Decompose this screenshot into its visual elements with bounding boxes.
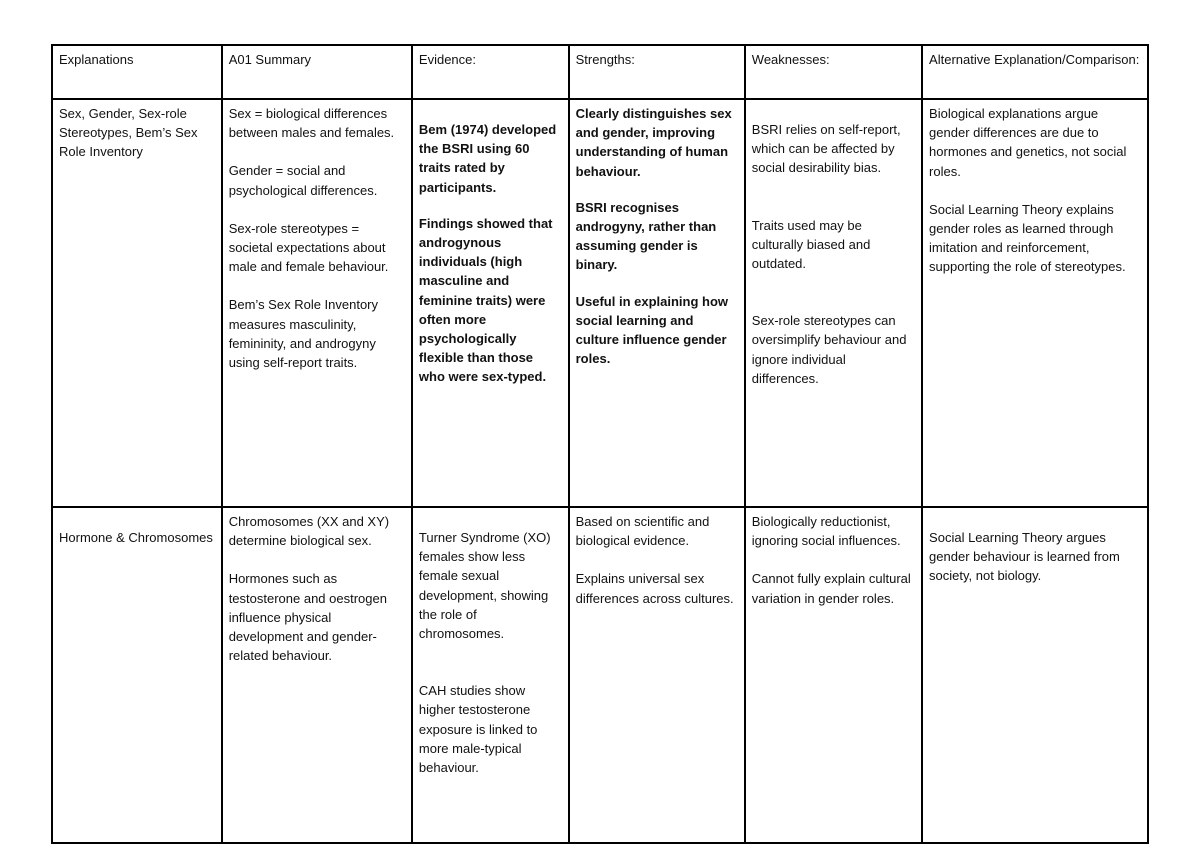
strength-paragraph: Clearly distinguishes sex and gender, improving understanding of human behaviour.	[575, 106, 732, 179]
evidence-paragraph: CAH studies show higher testosterone exposure is linked to more male-typical behaviour.	[418, 683, 538, 776]
strength-paragraph: BSRI recognises androgyny, rather than assuming gender is binary.	[575, 199, 717, 273]
header-a01-summary: A01 Summary	[222, 45, 412, 99]
strength-paragraph: Based on scientific and biological evidence.	[575, 514, 710, 549]
header-alternative: Alternative Explanation/Comparison:	[922, 45, 1148, 99]
evidence-paragraph: Findings showed that androgynous individuals (high masculine and feminine traits) were often more psychologically flexible than those who were sex-typed.	[418, 215, 553, 385]
comparison-table	[51, 44, 1149, 844]
evidence-paragraph: Turner Syndrome (XO) females show less female sexual development, showing the role of chromosomes.	[418, 530, 551, 642]
strength-paragraph: Explains universal sex differences across cultures.	[575, 571, 734, 606]
row-1-evidence	[412, 99, 569, 507]
summary-paragraph: Hormones such as testosterone and oestrogen influence physical development and gender-related behaviour.	[228, 571, 387, 664]
row-1-weaknesses	[745, 99, 922, 507]
alternative-paragraph: Social Learning Theory explains gender roles as learned through imitation and reinforcement, supporting the role of stereotypes.	[929, 201, 1126, 275]
strength-paragraph: Useful in explaining how social learning and culture influence gender roles.	[575, 293, 729, 367]
header-evidence: Evidence:	[412, 45, 569, 99]
summary-paragraph: Bem’s Sex Role Inventory measures masculinity, femininity, and androgyny using self-report traits.	[228, 297, 379, 371]
explanation-label: Hormone & Chromosomes	[59, 530, 213, 545]
row-1-summary	[222, 99, 412, 507]
evidence-paragraph: Bem (1974) developed the BSRI using 60 traits rated by participants.	[418, 122, 557, 195]
row-2-evidence	[412, 507, 569, 843]
summary-paragraph: Chromosomes (XX and XY) determine biological sex.	[228, 514, 390, 549]
row-1-explanation	[52, 99, 222, 507]
row-2-alternative	[922, 507, 1148, 843]
summary-paragraph: Gender = social and psychological differences.	[228, 163, 378, 198]
weakness-paragraph: Cannot fully explain cultural variation in gender roles.	[751, 571, 911, 606]
header-weaknesses: Weaknesses:	[745, 45, 922, 99]
explanation-label: Sex, Gender, Sex-role Stereotypes, Bem’s Sex Role Inventory	[59, 106, 198, 160]
weakness-paragraph: Biologically reductionist, ignoring social influences.	[751, 514, 901, 549]
weakness-paragraph: Sex-role stereotypes can oversimplify behaviour and ignore individual differences.	[751, 313, 907, 386]
row-2-weaknesses	[745, 507, 922, 843]
summary-paragraph: Sex = biological differences between males and females.	[228, 106, 395, 141]
weakness-paragraph: BSRI relies on self-report, which can be affected by social desirability bias.	[751, 122, 901, 176]
alternative-paragraph: Social Learning Theory argues gender behaviour is learned from society, not biology.	[929, 530, 1120, 584]
table-row	[52, 507, 1148, 843]
weakness-paragraph: Traits used may be culturally biased and outdated.	[751, 217, 871, 272]
row-2-explanation	[52, 507, 222, 843]
row-2-strengths	[569, 507, 745, 843]
header-strengths: Strengths:	[569, 45, 745, 99]
row-1-alternative	[922, 99, 1148, 507]
table-row	[52, 99, 1148, 507]
alternative-paragraph: Biological explanations argue gender differences are due to hormones and genetics, not social roles.	[929, 106, 1127, 179]
table-header-row	[52, 45, 1148, 99]
row-2-summary	[222, 507, 412, 843]
row-1-strengths	[569, 99, 745, 507]
summary-paragraph: Sex-role stereotypes = societal expectations about male and female behaviour.	[228, 220, 389, 275]
header-explanations: Explanations	[52, 45, 222, 99]
